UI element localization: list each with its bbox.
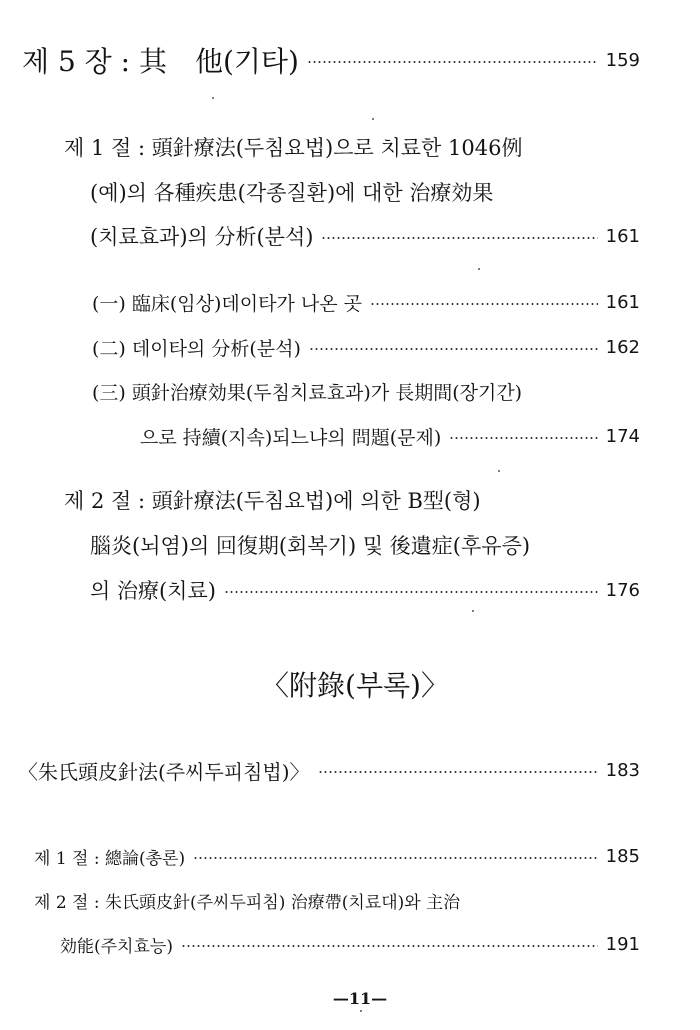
dot-leader (181, 945, 598, 947)
section-title: 제 2 절 : 頭針療法(두침요법)에 의한 B型(형) (64, 489, 481, 513)
page-number: 185 (605, 845, 640, 867)
item-title: (一) 臨床(임상)데이타가 나온 곳 (92, 292, 362, 315)
dot-leader (307, 61, 598, 63)
page-number: 183 (605, 759, 640, 781)
scan-speck (498, 470, 500, 472)
toc-zhu-section-2-line-1 (0, 878, 700, 922)
section-title: 제 2 절 : 朱氏頭皮針(주씨두피침) 治療帶(치료대)와 主治 (34, 892, 461, 913)
dot-leader (449, 437, 597, 439)
entry-title: 〈朱氏頭皮針法(주씨두피침법)〉 (18, 759, 310, 784)
item-title: (二) 데이타의 分析(분석) (92, 337, 301, 360)
page-number: 174 (605, 425, 640, 447)
toc-section-1-line-3 (0, 214, 700, 258)
toc-zhu-section-2-line-2 (0, 922, 700, 966)
section-title: 제 1 절 : 總論(총론) (34, 848, 186, 869)
scan-speck (472, 610, 474, 612)
chapter-title: 제 5 장 : 其 他(기타) (22, 45, 299, 78)
scan-speck (360, 1010, 362, 1012)
item-title-cont: 으로 持續(지속)되느냐의 問題(문제) (140, 426, 442, 449)
page-footer (0, 976, 700, 1020)
scan-speck (478, 268, 480, 270)
page-number: 162 (605, 336, 640, 358)
item-title: (三) 頭針治療効果(두침치료효과)가 長期間(장기간) (92, 381, 523, 404)
toc-section-1-line-1 (0, 125, 700, 169)
section-title: 제 1 절 : 頭針療法(두침요법)으로 치료한 1046例 (64, 136, 523, 160)
toc-section-2-line-2 (0, 523, 700, 567)
dot-leader (318, 771, 598, 773)
toc-zhu-method (0, 748, 700, 792)
page-number: 191 (605, 933, 640, 955)
dot-leader (309, 348, 598, 350)
appendix-heading (0, 662, 700, 706)
footer-page-number: —11— (332, 988, 388, 1008)
toc-item-2 (0, 325, 700, 369)
appendix-title: 〈附錄(부록)〉 (261, 669, 449, 702)
toc-chapter-5 (0, 38, 700, 82)
page-number: 159 (605, 49, 640, 71)
page-number: 161 (605, 291, 640, 313)
toc-item-1 (0, 280, 700, 324)
toc-section-2-line-1 (0, 478, 700, 522)
toc-zhu-section-1 (0, 834, 700, 878)
dot-leader (370, 303, 598, 305)
toc-item-3-line-2 (0, 414, 700, 458)
dot-leader (193, 857, 598, 859)
dot-leader (224, 591, 598, 593)
dot-leader (321, 237, 597, 239)
section-title-cont: (예)의 各種疾患(각종질환)에 대한 治療効果 (90, 181, 494, 205)
toc-section-2-line-3 (0, 568, 700, 612)
page-number: 161 (605, 225, 640, 247)
toc-item-3-line-1 (0, 369, 700, 413)
section-title-cont: (치료효과)의 分析(분석) (90, 225, 314, 249)
scan-speck (212, 97, 214, 99)
scan-speck (372, 118, 374, 120)
section-title-cont: 의 治療(치료) (90, 579, 216, 603)
page-number: 176 (605, 579, 640, 601)
toc-section-1-line-2 (0, 170, 700, 214)
section-title-cont: 効能(주치효능) (60, 936, 173, 957)
section-title-cont: 腦炎(뇌염)의 回復期(회복기) 및 後遺症(후유증) (90, 534, 531, 558)
